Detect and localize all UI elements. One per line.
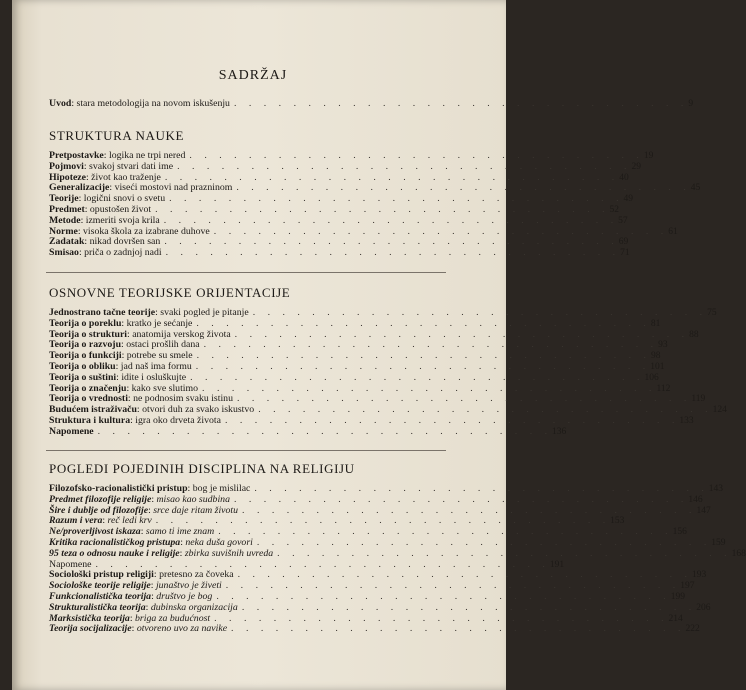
page-number: 61 [668, 226, 678, 237]
dot-leader: . . . . . . . . . . . . . . . . . . . . . . . . . . . . . . . [256, 537, 712, 548]
entry-title: Uvod [49, 98, 72, 109]
entry-subtitle: opustošen život [89, 204, 152, 215]
entry-subtitle: visoka škola za izabrane duhove [83, 225, 210, 237]
entry-colon: : [127, 393, 134, 405]
page-number: 19 [643, 151, 654, 161]
entry-subtitle: svakoj stvari dati ime [89, 160, 174, 172]
entry-title: Teorija o razvoju [49, 339, 122, 351]
entry-colon: : [151, 591, 157, 602]
dot-leader: . . . . . . . . . . . . . . . . . . . . . . . . . . . . . . . [190, 371, 645, 383]
entry-subtitle: društvo je bog [156, 591, 213, 602]
page-number: 93 [658, 340, 668, 351]
dot-leader: . . . . . . . . . . . . . . . . . . . . . . . . . . . . . . . [214, 612, 669, 624]
entry-subtitle: misao kao sudbina [156, 493, 230, 505]
page-number: 49 [623, 194, 634, 205]
dot-leader: . . . . . . . . . . . . . . . . . . . . . . . . . . . . . . . [203, 339, 659, 351]
entry-subtitle: jad naš ima formu [120, 361, 192, 372]
toc-entry[interactable] [49, 622, 700, 635]
page-number: 214 [668, 613, 683, 624]
entry-title: Sociološki pristup religiji [49, 569, 154, 581]
dot-leader: . . . . . . . . . . . . . . . . . . . . . . . . . . . . . . . [155, 515, 611, 527]
entry-colon: : [127, 328, 133, 340]
page-number: 98 [651, 351, 661, 362]
entry-subtitle: igra oko drveta života [135, 415, 221, 426]
entry-title: Teorija o strukturi [49, 328, 128, 340]
page-number: 71 [620, 248, 630, 259]
entry-title: Napomene [49, 558, 92, 570]
dot-leader: . . . . . . . . . . . . . . . . . . . . . . . . . . . . . . . [97, 425, 553, 437]
entry-subtitle: ne podnosim svaku istinu [133, 393, 233, 405]
dot-leader: . . . . . . . . . . . . . . . . . . . . . . . . . . . . . . . [233, 493, 689, 505]
dot-leader: . . . . . . . . . . . . . . . . . . . . . . . . . . . . . . . [242, 504, 697, 516]
page-number: 52 [609, 205, 620, 215]
entry-colon: : [84, 204, 90, 215]
dot-leader: . . . . . . . . . . . . . . . . . . . . . . . . . . . . . . . [95, 558, 550, 570]
dot-leader: . . . . . . . . . . . . . . . . . . . . . . . . . . . . . . . [254, 483, 709, 494]
entry-colon: : [78, 247, 85, 259]
page-number: 193 [692, 570, 707, 581]
dot-leader: . . . . . . . . . . . . . . . . . . . . . . . . . . . . . . . [196, 317, 651, 329]
entry-title: Teorija o obliku [49, 361, 116, 372]
entry-subtitle: zbirka suvišnih uvreda [184, 547, 274, 559]
page-title: SADRŽAJ [218, 68, 288, 83]
entry-title: Norme [49, 225, 78, 237]
entry-colon: : [148, 504, 154, 516]
entry-colon: : [121, 339, 127, 351]
entry-subtitle: dubinska organizacija [150, 601, 238, 613]
section-heading: OSNOVNE TEORIJSKE ORIJENTACIJE [49, 285, 291, 300]
entry-colon: : [109, 182, 115, 194]
entry-title: Teorija o suštini [49, 371, 117, 383]
dot-leader: . . . . . . . . . . . . . . . . . . . . . . . . . . . . . . . [231, 623, 686, 635]
entry-title: Pretpostavke [49, 150, 104, 161]
entry-colon: : [86, 171, 92, 183]
entry-colon: : [80, 214, 86, 226]
page-number: 147 [696, 505, 711, 516]
dot-leader: . . . . . . . . . . . . . . . . . . . . . . . . . . . . . . . [225, 580, 681, 592]
entry-subtitle: junaštvo je živeti [155, 580, 222, 592]
entry-subtitle: viseći mostovi nad prazninom [114, 182, 233, 194]
page-number: 153 [610, 516, 625, 527]
entry-title: Struktura i kultura [49, 415, 131, 426]
page-number: 119 [691, 394, 706, 405]
entry-colon: : [78, 193, 84, 205]
dot-leader: . . . . . . . . . . . . . . . . . . . . . . . . . . . . . . . [165, 247, 621, 259]
page-number: 45 [690, 183, 701, 194]
dot-leader: . . . . . . . . . . . . . . . . . . . . . . . . . . . . . . . [218, 526, 673, 538]
entry-colon: : [102, 515, 108, 527]
toc-entry[interactable] [49, 425, 567, 438]
entry-subtitle: idite i osluškujte [121, 371, 187, 383]
entry-subtitle: potrebe su smele [126, 350, 193, 362]
entry-subtitle: kako sve slutimo [131, 382, 199, 394]
entry-title: Predmet filozofije religije [49, 493, 152, 505]
entry-title: Budućem istraživaču [49, 404, 137, 416]
entry-subtitle: otvori duh za svako iskustvo [142, 404, 255, 416]
dot-leader: . . . . . . . . . . . . . . . . . . . . . . . . . . . . . . . [195, 361, 651, 372]
dot-leader: . . . . . . . . . . . . . . . . . . . . . . . . . . . . . . . [237, 569, 692, 581]
dot-leader: . . . . . . . . . . . . . . . . . . . . . . . . . . . . . . . [216, 591, 671, 602]
entry-title: Predmet [49, 204, 85, 215]
entry-title: Napomene [49, 425, 94, 437]
dot-leader: . . . . . . . . . . . . . . . . . . . . . . . . . . . . . . . [163, 214, 619, 226]
entry-title: Teorija socijalizacije [49, 623, 132, 635]
entry-title: Smisao [49, 247, 79, 259]
entry-title: 95 teza o odnosu nauke i religije [49, 547, 180, 559]
entry-subtitle: bog je mislilac [192, 483, 251, 494]
entry-colon: : [130, 415, 136, 426]
entry-colon: : [155, 307, 161, 318]
entry-title: Teorija o funkciji [49, 350, 122, 362]
entry-colon: : [129, 612, 136, 624]
entry-title: Marksistička teorija [49, 612, 130, 624]
entry-title: Šire i dublje od filozofije [49, 504, 149, 516]
page-number: 9 [688, 99, 694, 109]
dot-leader: . . . . . . . . . . . . . . . . . . . . . . . . . . . . . . . [258, 404, 713, 416]
page-number: 222 [685, 624, 700, 635]
page-number: 29 [631, 161, 641, 172]
entry-colon: : [179, 547, 185, 559]
page-number: 199 [670, 592, 685, 602]
dot-leader: . . . . . . . . . . . . . . . . . . . . . . . . . . . . . . . [252, 307, 708, 318]
entry-subtitle: nikad dovršen san [89, 236, 161, 248]
page-number: 57 [618, 215, 628, 226]
entry-colon: : [115, 361, 121, 372]
entry-subtitle: otvoreno uvo za navike [136, 623, 228, 635]
entry-colon: : [187, 483, 193, 494]
entry-colon: : [126, 382, 132, 394]
entry-title: Ne/proverljivost iskaza [49, 526, 141, 538]
entry-title: Jednostrano tačne teorije [49, 307, 156, 318]
entry-colon: : [151, 493, 157, 505]
section-divider [46, 272, 446, 273]
entry-title: Zadatak [49, 236, 85, 248]
entry-colon: : [77, 225, 84, 237]
entry-title: Teorija o poreklu [49, 317, 122, 329]
entry-subtitle: neka duša govori [185, 537, 253, 548]
section-heading: STRUKTURA NAUKE [49, 128, 185, 143]
entry-colon: : [121, 350, 127, 362]
entry-colon: : [136, 404, 143, 416]
page-number: 136 [552, 426, 567, 437]
entry-title: Generalizacije [49, 182, 110, 194]
page-number: 81 [650, 318, 661, 329]
page-number: 197 [680, 581, 695, 592]
dot-leader: . . . . . . . . . . . . . . . . . . . . . . . . . . . . . . . [213, 225, 669, 237]
dot-leader: . . . . . . . . . . . . . . . . . . . . . . . . . . . . . . . [225, 415, 680, 426]
entry-subtitle: ostaci prošlih dana [126, 339, 200, 351]
entry-title: Razum i vera [49, 515, 103, 527]
dot-leader: . . . . . . . . . . . . . . . . . . . . . . . . . . . . . . . [155, 204, 610, 215]
entry-subtitle: anatomija verskog života [132, 328, 231, 340]
entry-colon: : [116, 371, 122, 383]
entry-title: Strukturalistička teorija [49, 601, 146, 613]
entry-subtitle: kratko je sećanje [126, 317, 193, 329]
entry-colon: : [145, 601, 151, 613]
page-number: 168 [731, 548, 746, 559]
page-number: 206 [696, 602, 711, 613]
page-number: 40 [619, 172, 629, 183]
entry-subtitle: izmeriti svoja krila [85, 214, 160, 226]
dot-leader: . . . . . . . . . . . . . . . . . . . . . . . . . . . . . . . [236, 393, 692, 405]
page-number: 69 [618, 237, 629, 248]
section-heading: POGLEDI POJEDINIH DISCIPLINA NA RELIGIJU [49, 461, 355, 476]
entry-colon: : [121, 317, 127, 329]
entry-colon: : [103, 150, 109, 161]
entry-colon: : [84, 236, 90, 248]
dot-leader: . . . . . . . . . . . . . . . . . . . . . . . . . . . . . . . [196, 350, 651, 362]
page-number: 133 [679, 416, 694, 426]
entry-colon: : [131, 623, 137, 635]
page-number: 191 [549, 559, 565, 570]
dot-leader: . . . . . . . . . . . . . . . . . . . . . . . . . . . . . . . [277, 547, 732, 559]
entry-colon: : [180, 537, 186, 548]
page-number: 88 [689, 329, 699, 340]
page-number: 75 [707, 308, 717, 318]
entry-subtitle: stara metodologija na novom iskušenju [76, 98, 230, 109]
dot-leader: . . . . . . . . . . . . . . . . . . . . . . . . . . . . . . . [164, 236, 619, 248]
entry-title: Hipoteze [49, 171, 86, 183]
entry-colon: : [83, 160, 89, 172]
page-number: 159 [711, 538, 726, 548]
entry-title: Pojmovi [49, 160, 84, 172]
dot-leader: . . . . . . . . . . . . . . . . . . . . . . . . . . . . . . . [241, 601, 697, 613]
page-number: 112 [656, 383, 671, 394]
entry-title: Teorije [49, 193, 79, 205]
dot-leader: . . . . . . . . . . . . . . . . . . . . . . . . . . . . . . . [177, 160, 632, 172]
entry-title: Teorija o vrednosti [49, 393, 128, 405]
dot-leader: . . . . . . . . . . . . . . . . . . . . . . . . . . . . . . . [236, 182, 691, 194]
entry-subtitle: pretesno za čoveka [159, 569, 234, 581]
entry-colon: : [140, 526, 146, 538]
entry-colon: : [150, 580, 156, 592]
entry-subtitle: priča o zadnjoj nadi [84, 247, 162, 259]
entry-colon: : [153, 569, 160, 581]
entry-title: Sociološke teorije religije [49, 580, 151, 592]
entry-subtitle: logični snovi o svetu [83, 193, 166, 205]
dot-leader: . . . . . . . . . . . . . . . . . . . . . . . . . . . . . . . [169, 193, 624, 205]
page-number: 106 [644, 372, 659, 383]
entry-title: Filozofsko-racionalistički pristup [49, 483, 188, 494]
page-number: 156 [672, 527, 687, 538]
dot-leader: . . . . . . . . . . . . . . . . . . . . . . . . . . . . . . . [234, 328, 690, 340]
entry-subtitle: logika ne trpi nered [108, 150, 186, 161]
page-number: 143 [708, 484, 724, 494]
entry-colon: : [71, 98, 77, 109]
entry-subtitle: svaki pogled je pitanje [160, 307, 249, 318]
page-number: 124 [712, 405, 727, 416]
entry-subtitle: srce daje ritam životu [153, 504, 239, 516]
entry-subtitle: samo ti ime znam [145, 526, 215, 538]
entry-title: Teorija o značenju [49, 382, 127, 394]
dot-leader: . . . . . . . . . . . . . . . . . . . . . . . . . . . . . . . [189, 150, 644, 161]
dot-leader: . . . . . . . . . . . . . . . . . . . . . . . . . . . . . . . [202, 382, 657, 394]
entry-title: Kritika racionalističkog pristupa [49, 537, 181, 548]
section-divider [46, 450, 446, 451]
entry-title: Metode [49, 214, 81, 226]
entry-subtitle: briga za budućnost [135, 612, 211, 624]
toc-entry[interactable] [49, 246, 630, 259]
page-number: 101 [650, 362, 665, 372]
dot-leader: . . . . . . . . . . . . . . . . . . . . . . . . . . . . . . . [164, 171, 620, 183]
dot-leader: . . . . . . . . . . . . . . . . . . . . . . . . . . . . . . . [233, 98, 689, 109]
entry-subtitle: život kao traženje [91, 171, 161, 183]
toc-entry[interactable] [49, 97, 694, 110]
entry-subtitle: reč ledi krv [107, 515, 152, 527]
entry-title: Funkcionalistička teorija [49, 591, 152, 602]
page-number: 146 [688, 494, 703, 505]
